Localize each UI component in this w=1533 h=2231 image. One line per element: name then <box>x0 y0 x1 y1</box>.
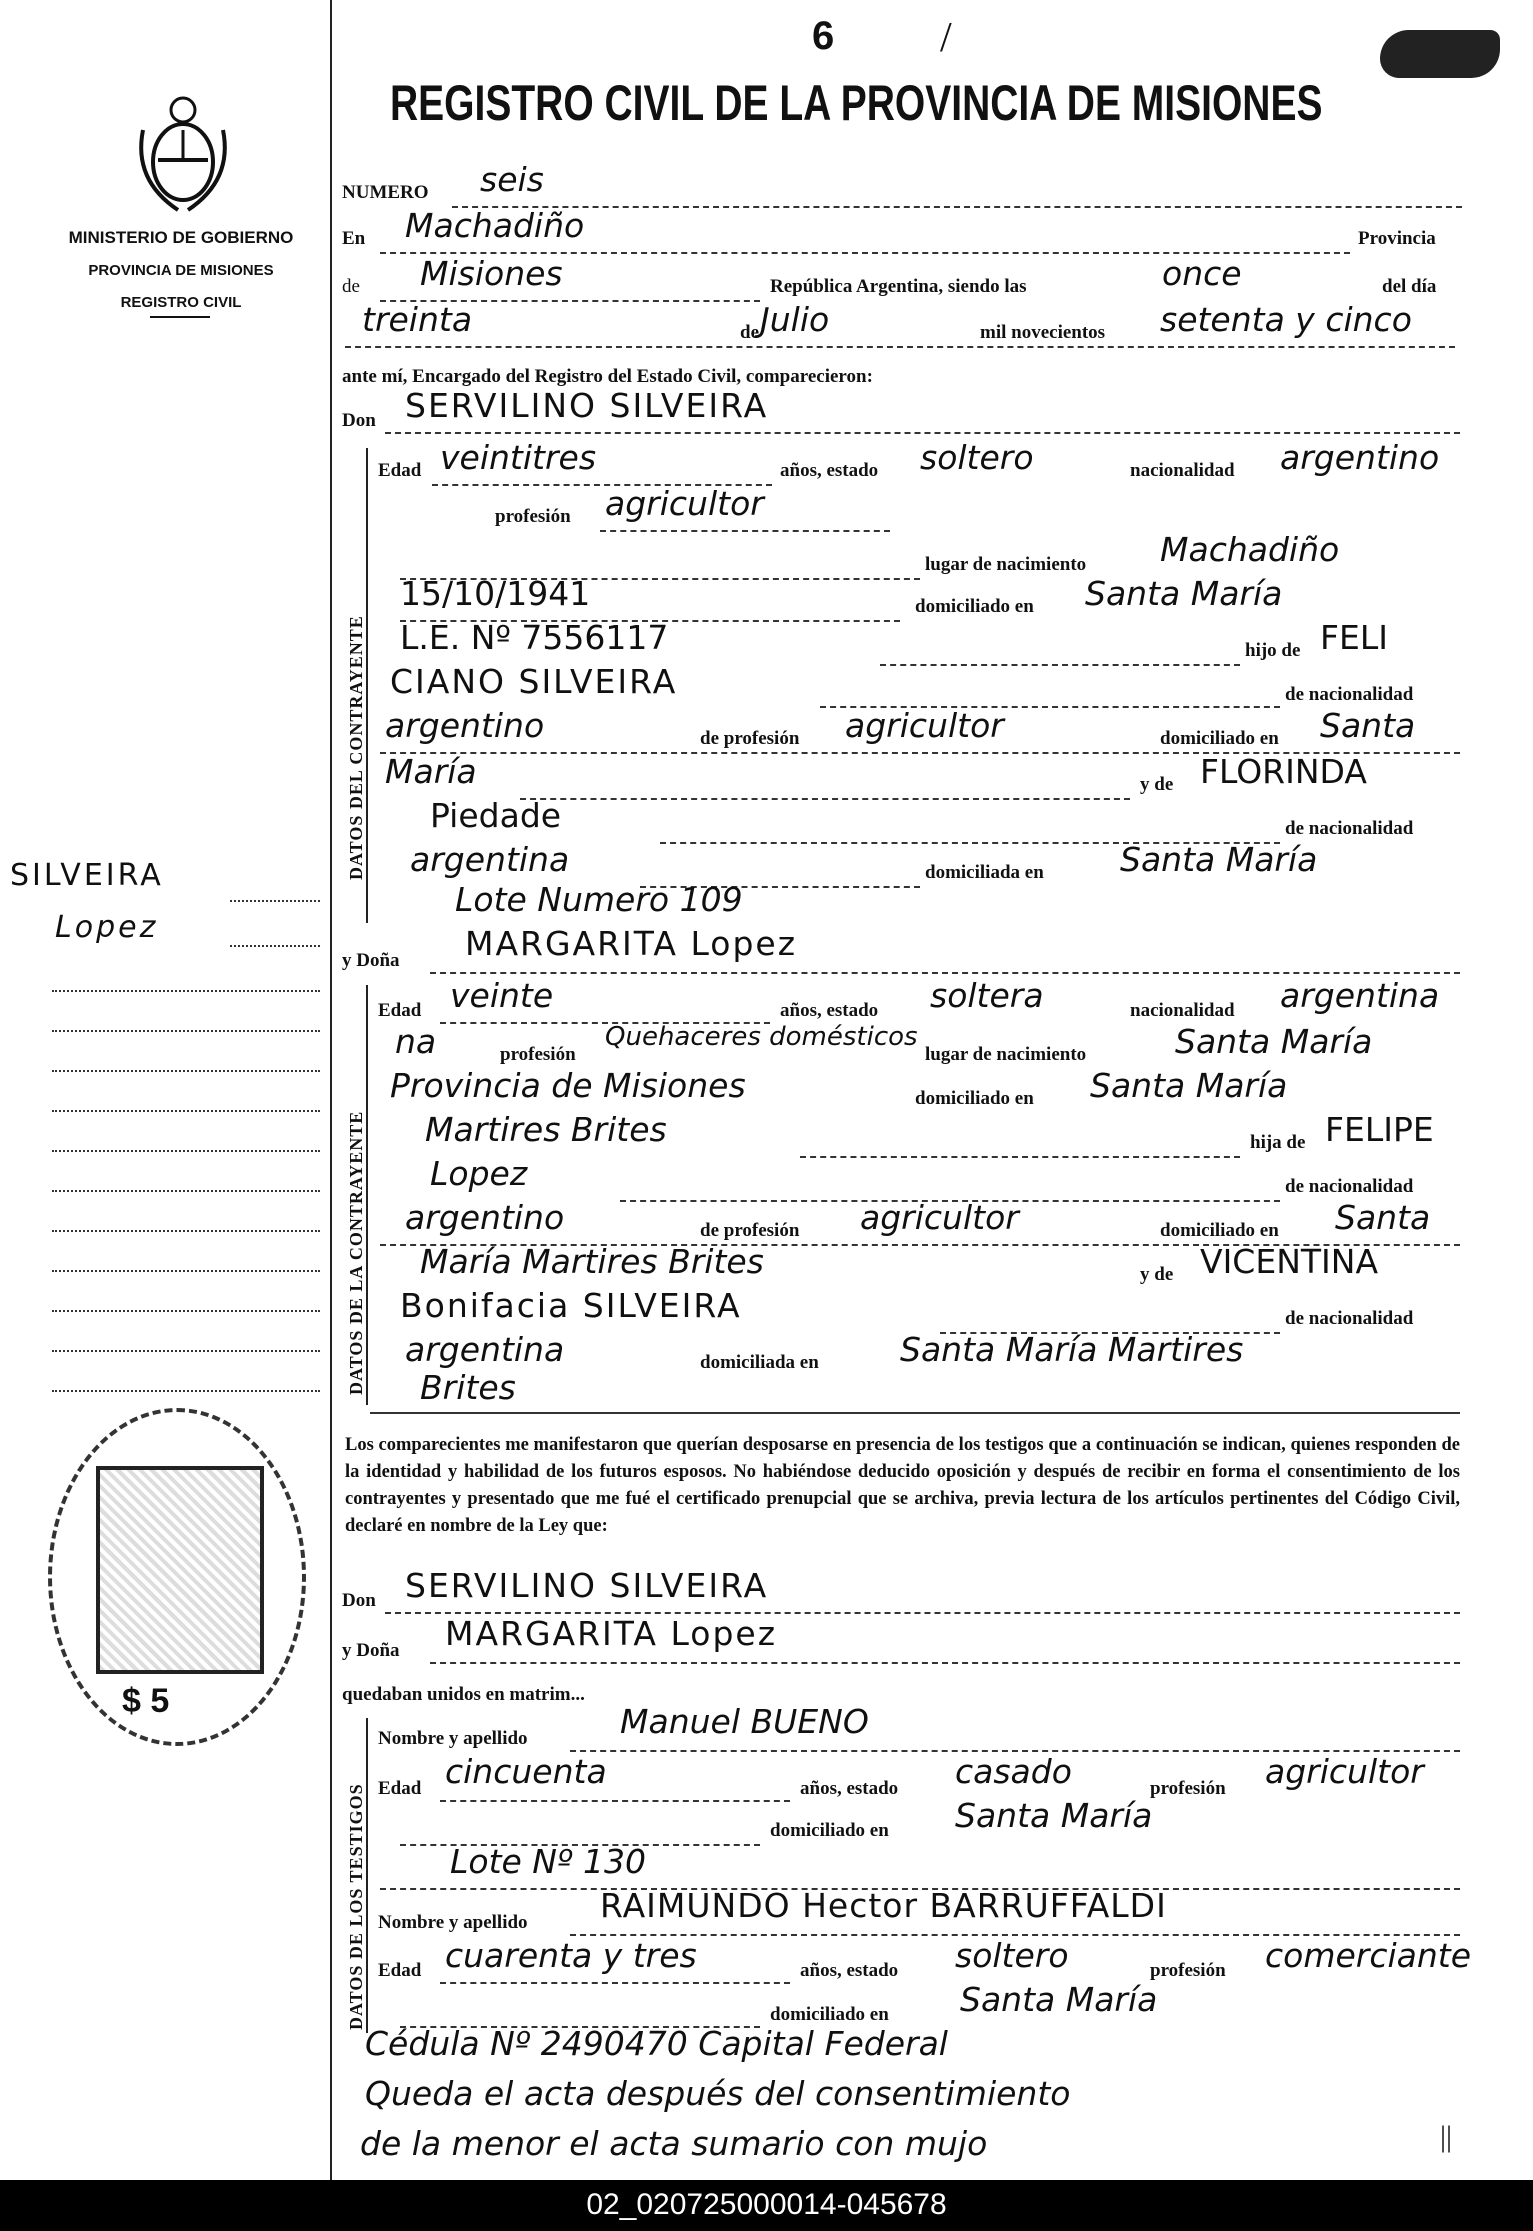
label-ante-mi: ante mí, Encargado del Registro del Estado Civil, comparecieron: <box>342 366 873 387</box>
value-bride-madre-dom2: Brites <box>420 1368 516 1407</box>
footer-bar <box>0 2180 1533 2231</box>
value-groom-padre-dom2: María <box>385 752 477 791</box>
ink-mark: || <box>1440 2120 1453 2153</box>
label-don: Don <box>342 410 376 431</box>
value-groom-madre2: Piedade <box>430 796 562 835</box>
value-groom-edad: veintitres <box>440 438 597 477</box>
document-title: REGISTRO CIVIL DE LA PROVINCIA DE MISIONES <box>390 75 1323 131</box>
value-hora: once <box>1162 254 1242 293</box>
label-profesion: profesión <box>500 1044 576 1065</box>
margin-line <box>52 1030 320 1032</box>
value-groom-lugar-nac: Machadiño <box>1160 530 1340 569</box>
label-domiciliado: domiciliado en <box>1160 1220 1279 1241</box>
value-bride-domicilio2: Martires Brites <box>425 1110 667 1149</box>
value-groom-madre-dom: Santa María <box>1120 840 1318 879</box>
label-y-de: y de <box>1140 774 1174 795</box>
value-groom-profesion: agricultor <box>605 484 764 523</box>
value-groom-domicilio: Santa María <box>1085 574 1283 613</box>
label-profesion: profesión <box>1150 1960 1226 1981</box>
value-don2: SERVILINO SILVEIRA <box>405 1566 769 1605</box>
coat-of-arms-icon <box>128 90 238 220</box>
margin-line <box>52 1350 320 1352</box>
label-edad: Edad <box>378 1960 422 1981</box>
value-w1-dom: Santa María <box>955 1796 1153 1835</box>
label-nombre-apellido: Nombre y apellido <box>378 1728 528 1749</box>
label-domiciliada: domiciliada en <box>925 862 1044 883</box>
label-domiciliado: domiciliado en <box>915 1088 1034 1109</box>
section-label-testigos: DATOS DE LOS TESTIGOS <box>346 1783 366 2030</box>
document-id: 02_020725000014-045678 <box>586 2188 947 2221</box>
label-profesion: profesión <box>495 506 571 527</box>
value-groom-madre-nac: argentina <box>410 840 570 879</box>
value-groom-nacionalidad: argentino <box>1280 438 1440 477</box>
value-dona2: MARGARITA Lopez <box>445 1614 778 1653</box>
label-provincia: Provincia <box>1358 228 1436 249</box>
label-hija-de: hija de <box>1250 1132 1306 1153</box>
label-de-profesion: de profesión <box>700 1220 800 1241</box>
value-groom-fecha-nac: 15/10/1941 <box>400 574 591 613</box>
value-anio: setenta y cinco <box>1160 300 1412 339</box>
fill-line <box>520 798 1130 800</box>
margin-border <box>330 0 332 2190</box>
margin-line <box>52 1390 320 1392</box>
label-anos-estado: años, estado <box>800 1778 899 1799</box>
value-w1-nombre: Manuel BUENO <box>620 1702 869 1741</box>
value-bride-profesion: Quehaceres domésticos <box>605 1022 918 1052</box>
value-w2-nombre: RAIMUNDO Hector BARRUFFALDI <box>600 1886 1167 1925</box>
value-groom-padre-prof: agricultor <box>845 706 1004 745</box>
value-bride-madre2: Bonifacia SILVEIRA <box>400 1286 742 1325</box>
fill-line <box>880 664 1240 666</box>
value-w2-estado: soltero <box>955 1936 1069 1975</box>
value-lugar: Machadiño <box>405 206 585 245</box>
value-bride-lugar-nac: Santa María <box>1175 1022 1373 1061</box>
value-w2-edad: cuarenta y tres <box>445 1936 697 1975</box>
margin-line <box>230 900 320 902</box>
label-de-nacionalidad: de nacionalidad <box>1285 1176 1414 1197</box>
divider <box>150 316 210 318</box>
label-del-dia: del día <box>1382 276 1437 297</box>
value-w2-dom: Santa María <box>960 1980 1158 2019</box>
ministry-line1: MINISTERIO DE GOBIERNO <box>68 228 294 247</box>
label-y-dona: y Doña <box>342 950 400 971</box>
value-bride-madre-dom: Santa María Martires <box>900 1330 1244 1369</box>
label-en: En <box>342 228 366 249</box>
value-dona: MARGARITA Lopez <box>465 924 798 963</box>
value-bride-padre-dom: Santa <box>1335 1198 1431 1237</box>
value-groom-padre-dom1: Santa <box>1320 706 1416 745</box>
fill-line <box>800 1156 1240 1158</box>
label-de-profesion: de profesión <box>700 728 800 749</box>
label-de-nacionalidad: de nacionalidad <box>1285 1308 1414 1329</box>
value-bride-edad: veinte <box>450 976 554 1015</box>
value-bride-madre: VICENTINA <box>1200 1242 1379 1281</box>
declaration-paragraph: Los comparecientes me manifestaron que querían desposarse en presencia de los testigos que a continuación se indican, quienes responden de la identidad y habilidad de los futuros esposos. No habiéndose deducido oposición y después de recibir en forma el consentimiento de los contrayentes y presentado que me fué el certificado prenupcial que se archiva, previa lectura de los artículos pertinentes del Código Civil, declaré en nombre de la Ley que: <box>345 1435 1460 1536</box>
value-bride-padre: FELIPE <box>1325 1110 1434 1149</box>
handwritten-note-2: de la menor el acta sumario con mujo <box>360 2124 988 2163</box>
value-bride-domicilio: Santa María <box>1090 1066 1288 1105</box>
fill-line <box>345 346 1455 348</box>
value-bride-nac2: na <box>395 1022 437 1061</box>
label-de-mes: de <box>740 322 759 343</box>
label-domiciliada: domiciliada en <box>700 1352 819 1373</box>
value-dia: treinta <box>362 300 473 339</box>
ministry-line3: REGISTRO CIVIL <box>120 294 242 311</box>
value-groom-doc: L.E. Nº 7556117 <box>400 618 669 657</box>
value-groom-padre-nac: argentino <box>385 706 545 745</box>
margin-line <box>52 990 320 992</box>
fill-line <box>440 1800 790 1802</box>
label-de-nacionalidad: de nacionalidad <box>1285 684 1414 705</box>
value-bride-nac1: argentina <box>1280 976 1440 1015</box>
value-bride-madre-nac: argentina <box>405 1330 565 1369</box>
value-groom-padre2: CIANO SILVEIRA <box>390 662 678 701</box>
value-mes: Julio <box>760 300 830 339</box>
value-bride-padre-nac: argentino <box>405 1198 565 1237</box>
value-bride-lugar-nac2: Provincia de Misiones <box>390 1066 746 1105</box>
stamp-image <box>96 1466 264 1674</box>
ink-blot <box>1380 30 1500 78</box>
revenue-stamp <box>48 1408 306 1746</box>
stamp-value: $ 5 <box>122 1682 170 1720</box>
ministry-line2: PROVINCIA DE MISIONES <box>88 262 274 279</box>
margin-line <box>52 1190 320 1192</box>
value-groom-madre1: FLORINDA <box>1200 752 1367 791</box>
label-y-dona: y Doña <box>342 1640 400 1661</box>
value-bride-padre-prof: agricultor <box>860 1198 1019 1237</box>
value-w1-estado: casado <box>955 1752 1072 1791</box>
fill-line <box>430 972 1460 974</box>
fill-line <box>600 530 890 532</box>
fill-line <box>452 206 1462 208</box>
label-domiciliado: domiciliado en <box>770 1820 889 1841</box>
value-groom-padre1: FELI <box>1320 618 1388 657</box>
ink-mark: / <box>940 15 952 61</box>
label-nacionalidad: nacionalidad <box>1130 460 1235 481</box>
value-bride-padre-dom2: María Martires Brites <box>420 1242 764 1281</box>
section-label-contrayente: DATOS DEL CONTRAYENTE <box>346 615 366 880</box>
value-w2-prof: comerciante <box>1265 1936 1472 1975</box>
value-numero: seis <box>480 160 544 199</box>
margin-surname-2: Lopez <box>55 910 159 945</box>
value-w1-edad: cincuenta <box>445 1752 607 1791</box>
value-bride-estado: soltera <box>930 976 1044 1015</box>
label-anos-estado: años, estado <box>780 1000 879 1021</box>
label-edad: Edad <box>378 1000 422 1021</box>
label-y-de: y de <box>1140 1264 1174 1285</box>
margin-line <box>52 1270 320 1272</box>
margin-line <box>52 1070 320 1072</box>
fill-line <box>430 1662 1460 1664</box>
label-mil-novecientos: mil novecientos <box>980 322 1106 343</box>
section-label-contrayente-f: DATOS DE LA CONTRAYENTE <box>346 1110 366 1395</box>
label-nombre-apellido: Nombre y apellido <box>378 1912 528 1933</box>
margin-line <box>52 1150 320 1152</box>
label-domiciliado: domiciliado en <box>770 2004 889 2025</box>
label-profesion: profesión <box>1150 1778 1226 1799</box>
label-domiciliado: domiciliado en <box>915 596 1034 617</box>
margin-line <box>52 1310 320 1312</box>
page-number: 6 <box>812 14 835 58</box>
label-numero: NUMERO <box>342 182 429 203</box>
label-de-nacionalidad: de nacionalidad <box>1285 818 1414 839</box>
fill-line <box>440 1982 790 1984</box>
label-don: Don <box>342 1590 376 1611</box>
margin-line <box>230 945 320 947</box>
value-provincia: Misiones <box>420 254 563 293</box>
label-hijo-de: hijo de <box>1245 640 1301 661</box>
margin-surname-1: SILVEIRA <box>10 858 164 893</box>
section-divider <box>370 1412 1460 1414</box>
value-groom-madre-dom2: Lote Numero 109 <box>455 880 743 919</box>
value-don: SERVILINO SILVEIRA <box>405 386 769 425</box>
label-quedaban: quedaban unidos en matrim... <box>342 1684 585 1705</box>
handwritten-note-1: Queda el acta después del consentimiento <box>365 2074 1071 2113</box>
label-lugar-nacimiento: lugar de nacimiento <box>925 1044 1087 1065</box>
value-groom-estado: soltero <box>920 438 1034 477</box>
label-lugar-nacimiento: lugar de nacimiento <box>925 554 1087 575</box>
label-anos-estado: años, estado <box>780 460 879 481</box>
label-anos-estado: años, estado <box>800 1960 899 1981</box>
label-nacionalidad: nacionalidad <box>1130 1000 1235 1021</box>
value-w1-prof: agricultor <box>1265 1752 1424 1791</box>
label-de: de <box>342 276 360 297</box>
label-edad: Edad <box>378 1778 422 1799</box>
margin-line <box>52 1230 320 1232</box>
value-w2-dom2: Cédula Nº 2490470 Capital Federal <box>365 2024 948 2063</box>
label-edad: Edad <box>378 460 422 481</box>
margin-line <box>52 1110 320 1112</box>
value-w1-dom2: Lote Nº 130 <box>450 1842 647 1881</box>
fill-line <box>385 432 1460 434</box>
value-bride-padre2: Lopez <box>430 1154 528 1193</box>
label-republica: República Argentina, siendo las <box>770 276 1027 297</box>
label-domiciliado: domiciliado en <box>1160 728 1279 749</box>
